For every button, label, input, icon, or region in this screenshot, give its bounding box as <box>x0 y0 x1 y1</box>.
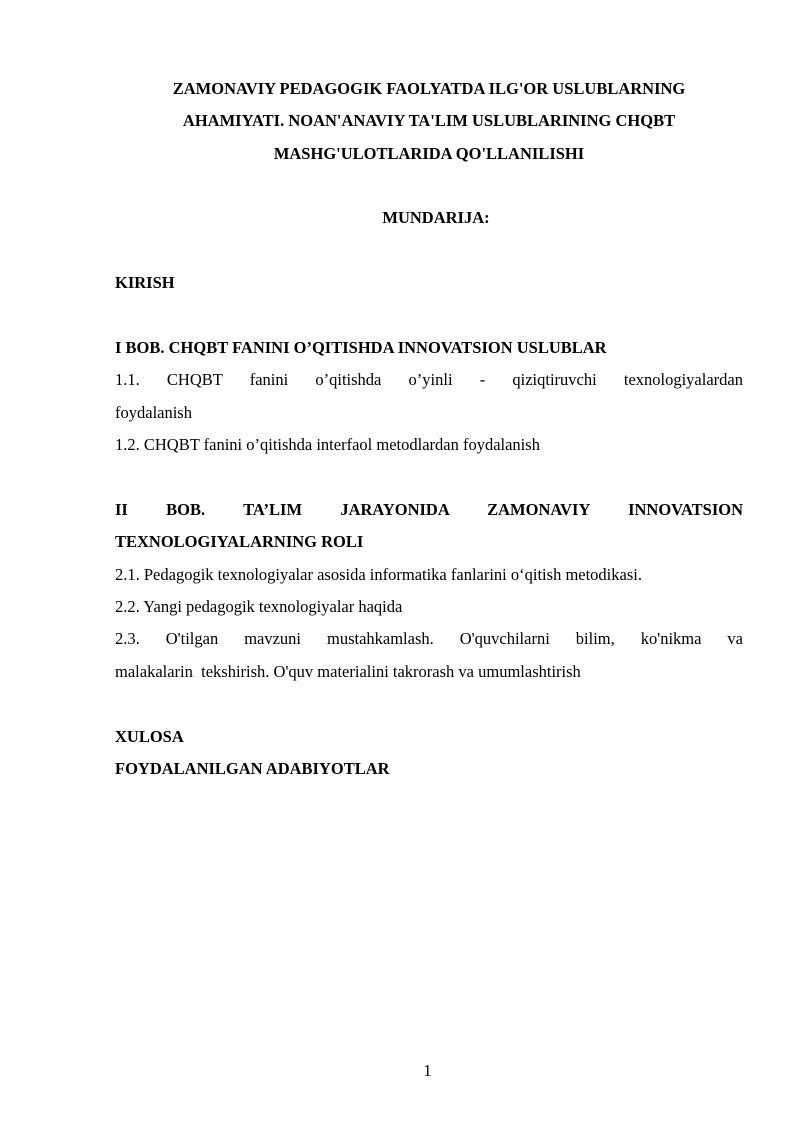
page-number: 1 <box>423 1061 432 1080</box>
toc-item-2-1: 2.1. Pedagogik texnologiyalar asosida informatika fanlarini o‘qitish metodikasi. <box>115 564 642 584</box>
toc-heading: MUNDARIJA: <box>382 208 490 228</box>
chapter-2-heading-line-1: II BOB. TA’LIM JARAYONIDA ZAMONAVIY INNOVATSION <box>115 499 743 519</box>
toc-item-2-2: 2.2. Yangi pedagogik texnologiyalar haqida <box>115 597 403 617</box>
title-line-2: AHAMIYATI. NOAN'ANAVIY TA'LIM USLUBLARINING CHQBT <box>182 111 676 131</box>
title-line-3: MASHG'ULOTLARIDA QO'LLANILISHI <box>273 143 585 163</box>
title-line-1: ZAMONAVIY PEDAGOGIK FAOLYATDA ILG'OR USLUBLARNING <box>172 79 686 98</box>
document-title <box>115 73 743 170</box>
chapter-2-heading-line-2: TEXNOLOGIYALARNING ROLI <box>115 532 364 552</box>
page-content <box>115 73 743 785</box>
toc-references: FOYDALANILGAN ADABIYOTLAR <box>115 759 390 779</box>
toc-item-2-3-line-1: 2.3. O'tilgan mavzuni mustahkamlash. O'quvchilarni bilim, ko'nikma va <box>115 629 743 649</box>
toc-item-1-2: 1.2. CHQBT fanini o’qitishda interfaol metodlardan foydalanish <box>115 435 540 455</box>
toc-item-1-1-line-2: foydalanish <box>115 402 192 422</box>
toc-item-2-3-line-2: malakalarin tekshirish. O'quv materialini takrorash va umumlashtirish <box>115 661 581 681</box>
toc-intro: KIRISH <box>115 273 175 293</box>
toc-conclusion: XULOSA <box>115 726 184 746</box>
toc-item-1-1-line-1: 1.1. CHQBT fanini o’qitishda o’yinli - qiziqtiruvchi texnologiyalardan <box>115 370 743 390</box>
chapter-1-heading: I BOB. CHQBT FANINI O’QITISHDA INNOVATSION USLUBLAR <box>115 337 607 357</box>
